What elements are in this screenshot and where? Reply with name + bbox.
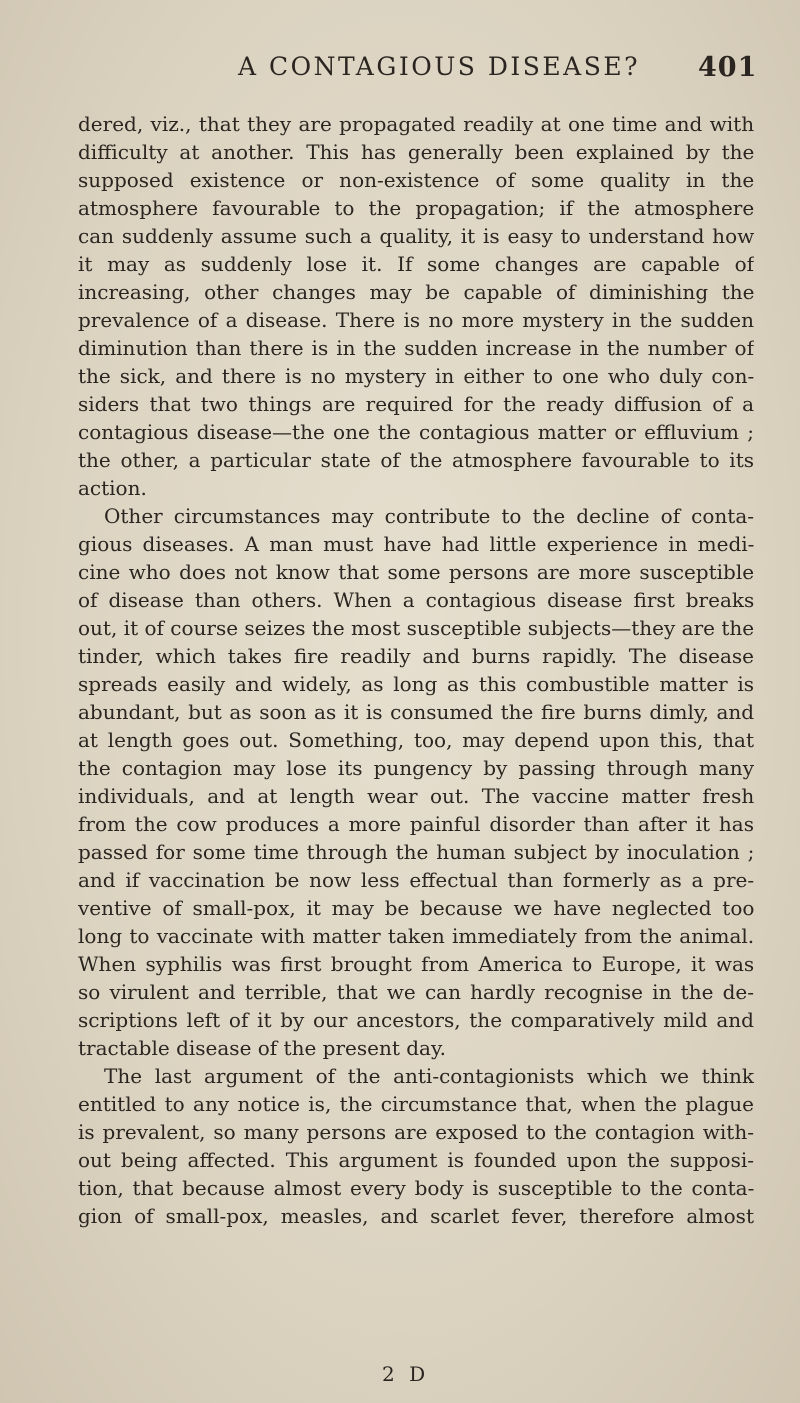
text-line: atmosphere favourable to the propagation; if the atmosphere [78,196,754,220]
text-line: and if vaccination be now less effectual than formerly as a pre- [78,868,754,892]
body-text [78,110,754,1230]
text-line: gion of small-pox, measles, and scarlet fever, therefore almost [78,1204,754,1228]
page-number: 401 [698,52,758,83]
text-line: at length goes out. Something, too, may depend upon this, that [78,728,754,752]
text-line: the sick, and there is no mystery in either to one who duly con- [78,364,754,388]
paragraph-1 [78,110,754,502]
text-line: it may as suddenly lose it. If some changes are capable of [78,252,754,276]
text-line: out being affected. This argument is founded upon the supposi- [78,1148,754,1172]
text-line: Other circumstances may contribute to the decline of conta- [104,504,754,528]
signature-mark: 2 D [382,1362,430,1386]
text-line: the contagion may lose its pungency by passing through many [78,756,754,780]
text-line: diminution than there is in the sudden increase in the number of [78,336,754,360]
text-line: is prevalent, so many persons are exposed to the contagion with- [78,1120,754,1144]
text-line: ventive of small-pox, it may be because we have neglected too [78,896,754,920]
text-line: difficulty at another. This has generally been explained by the [78,140,754,164]
text-line: can suddenly assume such a quality, it is easy to understand how [78,224,754,248]
text-line: spreads easily and widely, as long as this combustible matter is [78,672,754,696]
text-line: supposed existence or non-existence of some quality in the [78,168,754,192]
text-line: The last argument of the anti-contagionists which we think [104,1064,754,1088]
text-line: individuals, and at length wear out. The vaccine matter fresh [78,784,754,808]
text-line: dered, viz., that they are propagated readily at one time and with [78,112,754,136]
text-line: contagious disease—the one the contagious matter or effluvium ; [78,420,754,444]
text-line: from the cow produces a more painful disorder than after it has [78,812,754,836]
text-line: siders that two things are required for the ready diffusion of a [78,392,754,416]
text-line: of disease than others. When a contagious disease first breaks [78,588,754,612]
text-line: scriptions left of it by our ancestors, the comparatively mild and [78,1008,754,1032]
text-line: tractable disease of the present day. [78,1036,446,1060]
paragraph-3 [78,1062,754,1230]
text-line: cine who does not know that some persons are more susceptible [78,560,754,584]
text-line: out, it of course seizes the most susceptible subjects—they are the [78,616,754,640]
text-line: gious diseases. A man must have had little experience in medi- [78,532,754,556]
text-line: tinder, which takes fire readily and burns rapidly. The disease [78,644,754,668]
paragraph-2 [78,502,754,1062]
text-line: the other, a particular state of the atmosphere favourable to its [78,448,754,472]
text-line: action. [78,476,147,500]
text-line: increasing, other changes may be capable of diminishing the [78,280,754,304]
text-line: passed for some time through the human subject by inoculation ; [78,840,754,864]
text-line: entitled to any notice is, the circumstance that, when the plague [78,1092,754,1116]
running-head [0,52,800,92]
text-line: abundant, but as soon as it is consumed the fire burns dimly, and [78,700,754,724]
text-line: so virulent and terrible, that we can hardly recognise in the de- [78,980,754,1004]
running-title: A CONTAGIOUS DISEASE? [238,52,640,81]
text-line: long to vaccinate with matter taken immediately from the animal. [78,924,754,948]
text-line: tion, that because almost every body is susceptible to the conta- [78,1176,754,1200]
text-line: prevalence of a disease. There is no more mystery in the sudden [78,308,754,332]
text-line: When syphilis was first brought from America to Europe, it was [78,952,754,976]
